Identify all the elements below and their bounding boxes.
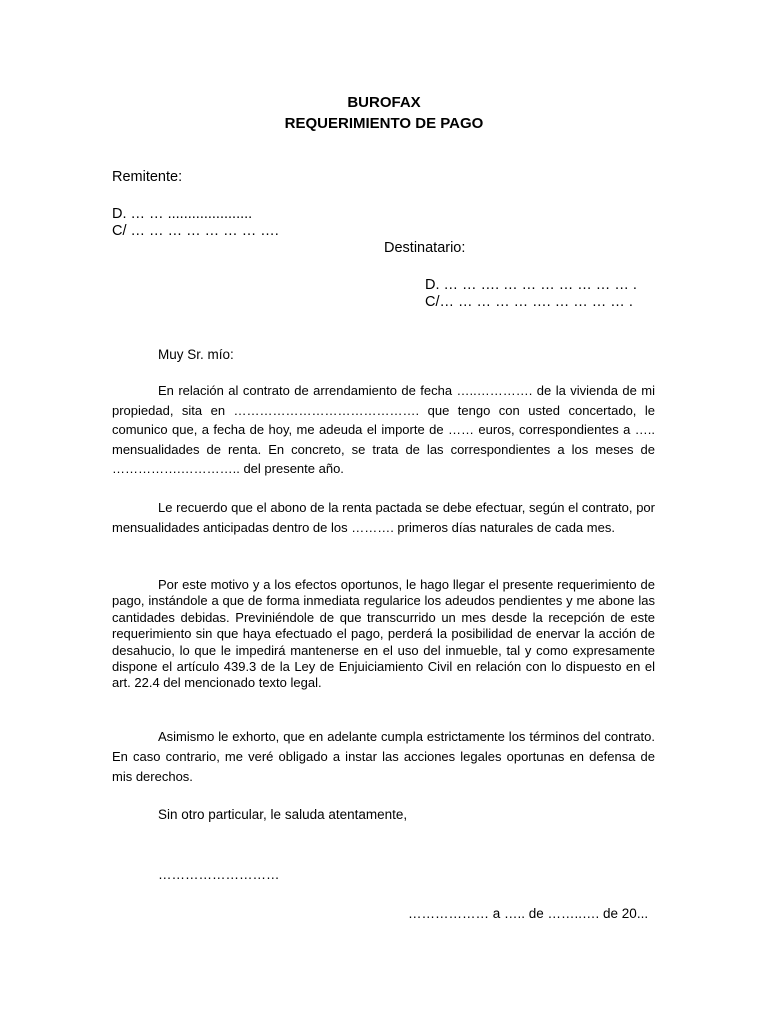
document-subtitle: REQUERIMIENTO DE PAGO	[284, 115, 484, 132]
signature-line: ………………………	[158, 867, 280, 882]
paragraph-1-text: En relación al contrato de arrendamiento de fecha …..…………. de la vivienda de mi propiedad, sita en ……………………………………. que tengo con usted concertado, le comunico que, a fecha de hoy, me adeuda el importe de …… euros, correspondientes a ….. mensualidades de renta. En concreto, se trata de las correspondientes a los meses de …………….………….. del presente año.	[112, 383, 655, 476]
sender-label: Remitente:	[112, 169, 183, 185]
recipient-address-line: C/… … … … … …. … … … … .	[425, 294, 633, 310]
paragraph-2	[112, 498, 655, 537]
sender-address-line: C/ … … … … … … … ….	[112, 223, 279, 239]
recipient-name-line: D. … … …. … … … … … … … .	[425, 277, 637, 293]
closing-line: Sin otro particular, le saluda atentamente,	[158, 807, 408, 822]
paragraph-2-text: Le recuerdo que el abono de la renta pactada se debe efectuar, según el contrato, por mensualidades anticipadas dentro de los ………. primeros días naturales de cada mes.	[112, 500, 655, 535]
place-date-line: ……………… a ….. de ……..…. de 20...	[408, 906, 649, 921]
paragraph-1	[112, 381, 655, 479]
salutation: Muy Sr. mío:	[158, 347, 234, 362]
paragraph-4	[112, 727, 655, 787]
paragraph-3	[112, 577, 655, 692]
sender-name-line: D. … … .....................	[112, 206, 253, 222]
paragraph-4-text: Asimismo le exhorto, que en adelante cumpla estrictamente los términos del contrato. En caso contrario, me veré obligado a instar las acciones legales oportunas en defensa de mis derechos.	[112, 729, 655, 784]
recipient-label: Destinatario:	[384, 240, 466, 256]
document-title: BUROFAX	[347, 94, 421, 111]
paragraph-3-text: Por este motivo y a los efectos oportunos, le hago llegar el presente requerimiento de pago, instándole a que de forma inmediata regularice los adeudos pendientes y me abone las cantidades debidas. Previniéndole de que transcurrido un mes desde la recepción de este requerimiento sin que haya efectuado el pago, perderá la posibilidad de enervar la acción de desahucio, lo que le impedirá mantenerse en el uso del inmueble, tal y como expresamente dispone el artículo 439.3 de la Ley de Enjuiciamiento Civil en relación con lo dispuesto en el art. 22.4 del mencionado texto legal.	[112, 577, 655, 691]
